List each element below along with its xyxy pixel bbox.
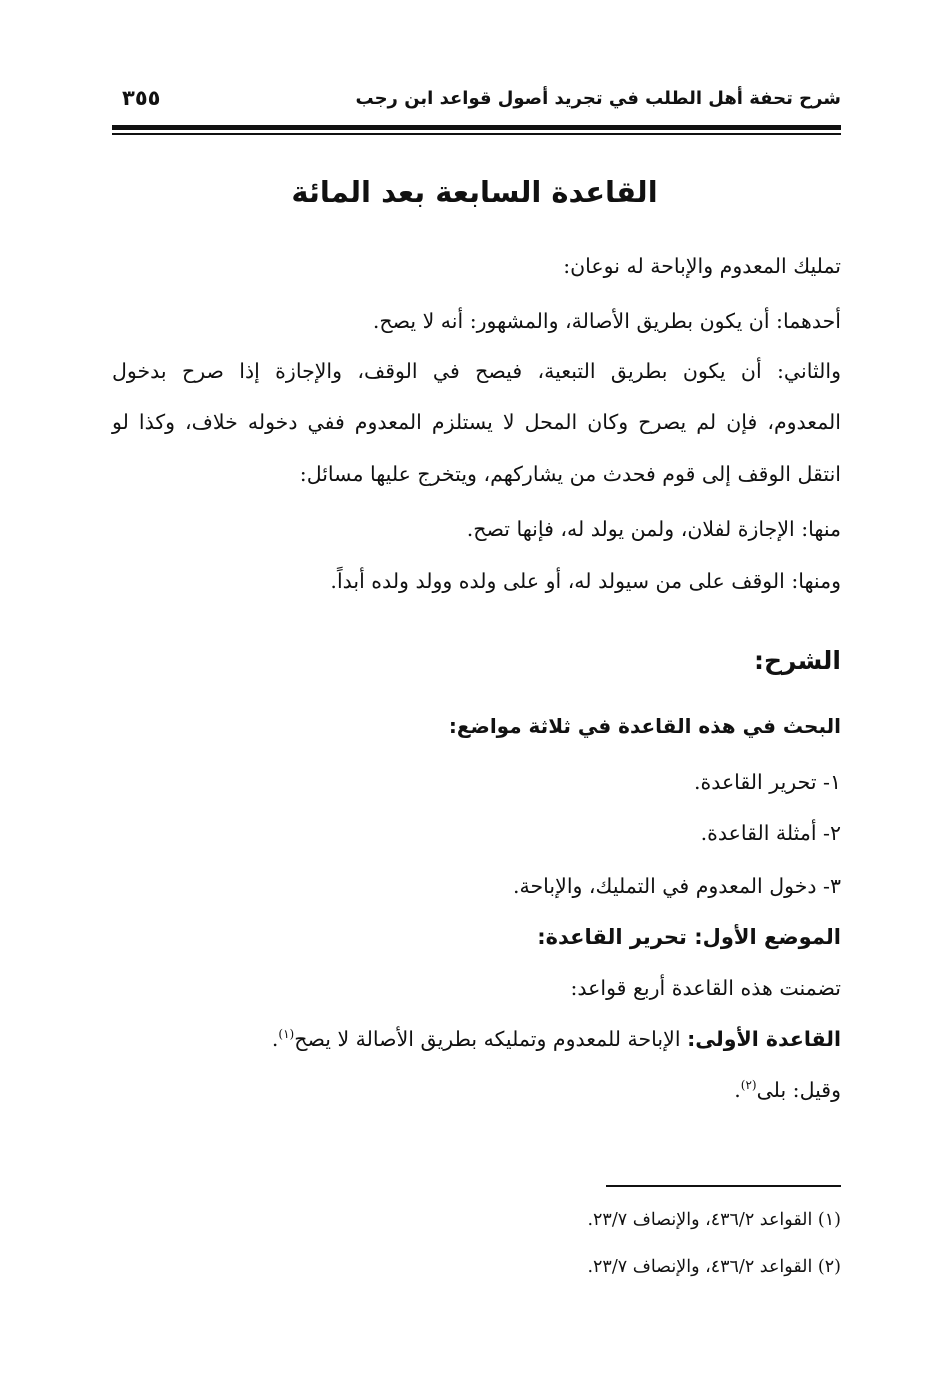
footnote: (٢) القواعد ٤٣٦/٢، والإنصاف ٢٣/٧. [587, 1257, 841, 1277]
header-rule-thick [112, 125, 841, 130]
qil-line [734, 1075, 841, 1105]
footnote-ref: (١) [278, 1027, 295, 1042]
list-item: ٢- أمثلة القاعدة. [700, 821, 841, 845]
first-rule-line [272, 1024, 841, 1054]
rule-line: المعدوم، فإن لم يصرح وكان المحل لا يستلزم المعدوم ففي دخوله خلاف، وكذا لو [112, 410, 841, 434]
rule-line: منها: الإجازة لفلان، ولمن يولد له، فإنها تصح. [466, 517, 841, 541]
period: . [271, 1027, 279, 1051]
footnote-ref: (٢) [740, 1078, 757, 1093]
first-rule-text: الإباحة للمعدوم وتمليكه بطريق الأصالة لا يصح [294, 1027, 681, 1051]
period: . [734, 1078, 741, 1102]
qil-text: وقيل: بلى [756, 1078, 841, 1102]
section-intro: تضمنت هذه القاعدة أربع قواعد: [570, 976, 841, 1000]
rule-line: ومنها: الوقف على من سيولد له، أو على ولده وولد ولده أبداً. [330, 569, 841, 593]
section-heading: الموضع الأول: تحرير القاعدة: [537, 925, 841, 949]
header-rule-thin [112, 133, 841, 135]
rule-title: القاعدة السابعة بعد المائة [291, 175, 658, 209]
rule-line: أحدهما: أن يكون بطريق الأصالة، والمشهور: أنه لا يصح. [372, 309, 841, 333]
book-title: شرح تحفة أهل الطلب في تجريد أصول قواعد ابن رجب [355, 88, 841, 109]
rule-line: والثاني: أن يكون بطريق التبعية، فيصح في الوقف، والإجازة إذا صرح بدخول [112, 359, 841, 383]
page-number: ٣٥٥ [122, 86, 161, 110]
list-item: ٣- دخول المعدوم في التمليك، والإباحة. [513, 874, 841, 898]
sharh-intro: البحث في هذه القاعدة في ثلاثة مواضع: [448, 714, 841, 738]
rule-line: تمليك المعدوم والإباحة له نوعان: [563, 254, 841, 278]
rule-line: انتقل الوقف إلى قوم فحدث من يشاركهم، ويتخرج عليها مسائل: [299, 462, 841, 486]
running-header [108, 88, 841, 122]
first-rule-label: القاعدة الأولى: [687, 1027, 841, 1051]
sharh-heading: الشرح: [754, 646, 841, 675]
footnote: (١) القواعد ٤٣٦/٢، والإنصاف ٢٣/٧. [587, 1210, 841, 1230]
footnote-separator [606, 1185, 841, 1187]
list-item: ١- تحرير القاعدة. [693, 770, 841, 794]
